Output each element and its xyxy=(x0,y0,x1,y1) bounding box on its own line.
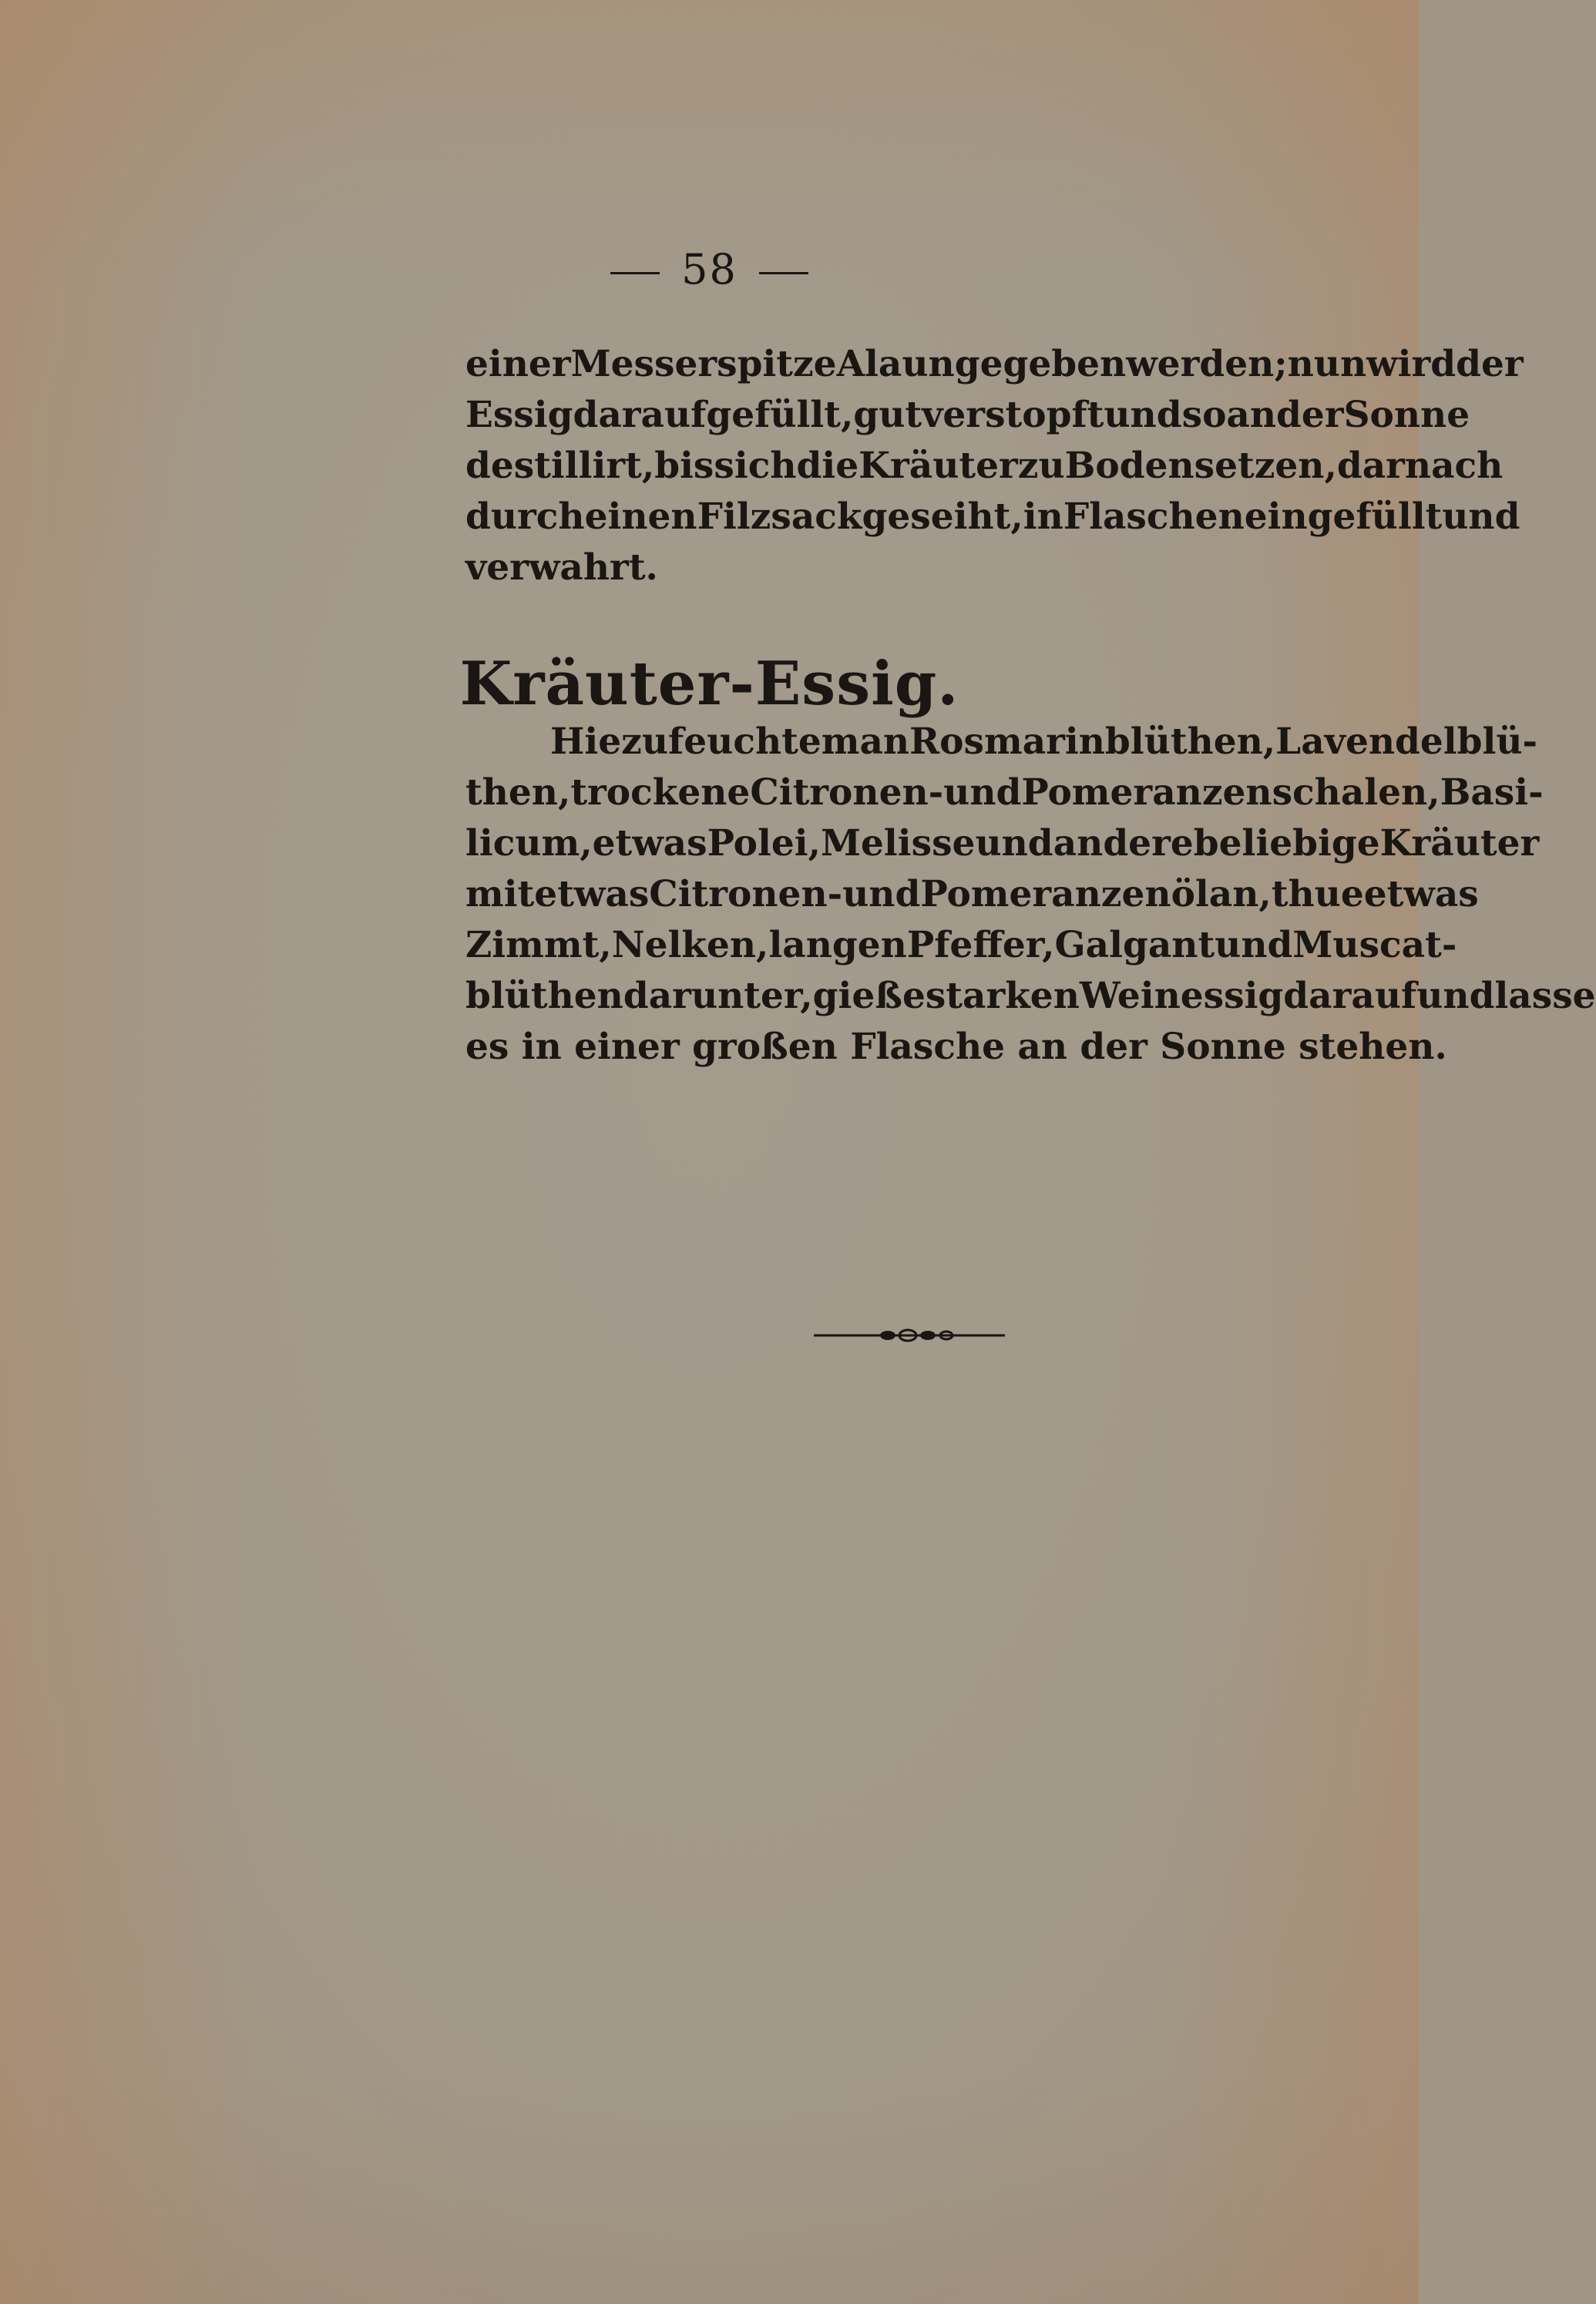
word: Essig xyxy=(465,394,573,436)
word: durch xyxy=(465,495,585,538)
text-line xyxy=(465,717,1538,767)
right-dash xyxy=(759,272,808,274)
word: wird xyxy=(1366,343,1457,385)
word: Messerspitze xyxy=(570,343,837,385)
word: bis xyxy=(654,445,714,487)
page-number: 58 xyxy=(681,245,738,294)
word: eingefüllt xyxy=(1244,495,1443,538)
text-line xyxy=(465,390,1470,441)
word: in xyxy=(1023,495,1063,538)
word: then, xyxy=(465,771,571,814)
word: Pomeranzenschalen, xyxy=(1021,771,1440,814)
word: Basi- xyxy=(1440,771,1544,814)
word: man xyxy=(821,720,910,763)
word: destillirt, xyxy=(465,445,655,487)
word: Weinessig xyxy=(1079,975,1284,1017)
text-line xyxy=(465,339,1524,390)
text-line xyxy=(465,492,1520,542)
word: einen xyxy=(584,495,697,538)
word: Rosmarinblüthen, xyxy=(909,720,1276,763)
word: Filzsack xyxy=(697,495,862,538)
left-dash xyxy=(610,272,660,274)
word: Lavendelblü- xyxy=(1275,720,1538,763)
word: Zimmt, xyxy=(465,924,612,966)
word: starken xyxy=(925,975,1080,1017)
text-line xyxy=(465,441,1504,492)
word: Boden xyxy=(1064,445,1194,487)
word: Pfeffer, xyxy=(906,924,1055,966)
word: setzen, xyxy=(1194,445,1337,487)
intro-paragraph xyxy=(465,339,1524,593)
word: werden; xyxy=(1126,343,1288,385)
word: lasse xyxy=(1494,975,1596,1017)
word: Pomeranzenöl xyxy=(920,873,1209,915)
word: Citronen- xyxy=(750,771,944,814)
word: und xyxy=(975,822,1053,865)
word: sich xyxy=(714,445,797,487)
word: an xyxy=(1226,394,1277,436)
word: Hiezu xyxy=(550,720,669,763)
text-line: verwahrt. xyxy=(465,546,658,589)
word: andere xyxy=(1053,822,1194,865)
word: darauf xyxy=(1283,975,1417,1017)
text-line xyxy=(465,869,1479,920)
word: und xyxy=(1416,975,1495,1017)
word: Polei, xyxy=(707,822,821,865)
word: verstopft xyxy=(922,394,1104,436)
text-line xyxy=(465,767,1544,818)
word: und xyxy=(1442,495,1520,538)
word: Citronen- xyxy=(649,873,843,915)
word: daraufgefüllt, xyxy=(573,394,854,436)
ornament-divider-icon xyxy=(814,1325,1005,1345)
word: langen xyxy=(768,924,907,966)
word: Kräuter xyxy=(858,445,1018,487)
word: der xyxy=(1276,394,1344,436)
word: darunter, xyxy=(623,975,813,1017)
word: und xyxy=(842,873,921,915)
word: und xyxy=(1104,394,1182,436)
word: so xyxy=(1181,394,1227,436)
word: darnach xyxy=(1336,445,1504,487)
word: Melisse xyxy=(821,822,976,865)
word: blüthen xyxy=(465,975,623,1017)
word: geseiht, xyxy=(862,495,1023,538)
word: etwas xyxy=(592,822,707,865)
text-line xyxy=(465,920,1457,971)
text-line xyxy=(465,971,1596,1022)
word: einer xyxy=(465,343,571,385)
word: zu xyxy=(1017,445,1065,487)
word: trockene xyxy=(570,771,751,814)
word: etwas xyxy=(1363,873,1479,915)
word: der xyxy=(1456,343,1524,385)
word: und xyxy=(943,771,1022,814)
word: nun xyxy=(1287,343,1367,385)
word: Alaun xyxy=(836,343,955,385)
text-line: es in einer großen Flasche an der Sonne stehen. xyxy=(465,1026,1447,1068)
word: Kräuter xyxy=(1379,822,1540,865)
word: gieße xyxy=(812,975,926,1017)
word: die xyxy=(796,445,859,487)
recipe-heading: Kräuter-Essig. xyxy=(459,649,959,719)
word: Muscat- xyxy=(1292,924,1457,966)
word: thue xyxy=(1271,873,1364,915)
word: gegeben xyxy=(954,343,1127,385)
text-line xyxy=(465,818,1540,869)
word: Flaschen xyxy=(1063,495,1245,538)
word: und xyxy=(1215,924,1293,966)
word: Galgant xyxy=(1054,924,1215,966)
word: Sonne xyxy=(1343,394,1470,436)
word: gut xyxy=(853,394,922,436)
word: beliebige xyxy=(1193,822,1380,865)
word: licum, xyxy=(465,822,593,865)
recipe-paragraph xyxy=(465,717,1596,1073)
word: mit xyxy=(465,873,535,915)
word: Nelken, xyxy=(611,924,769,966)
word: feuchte xyxy=(668,720,822,763)
word: etwas xyxy=(534,873,650,915)
page-number-header xyxy=(0,245,1419,294)
word: an, xyxy=(1208,873,1272,915)
